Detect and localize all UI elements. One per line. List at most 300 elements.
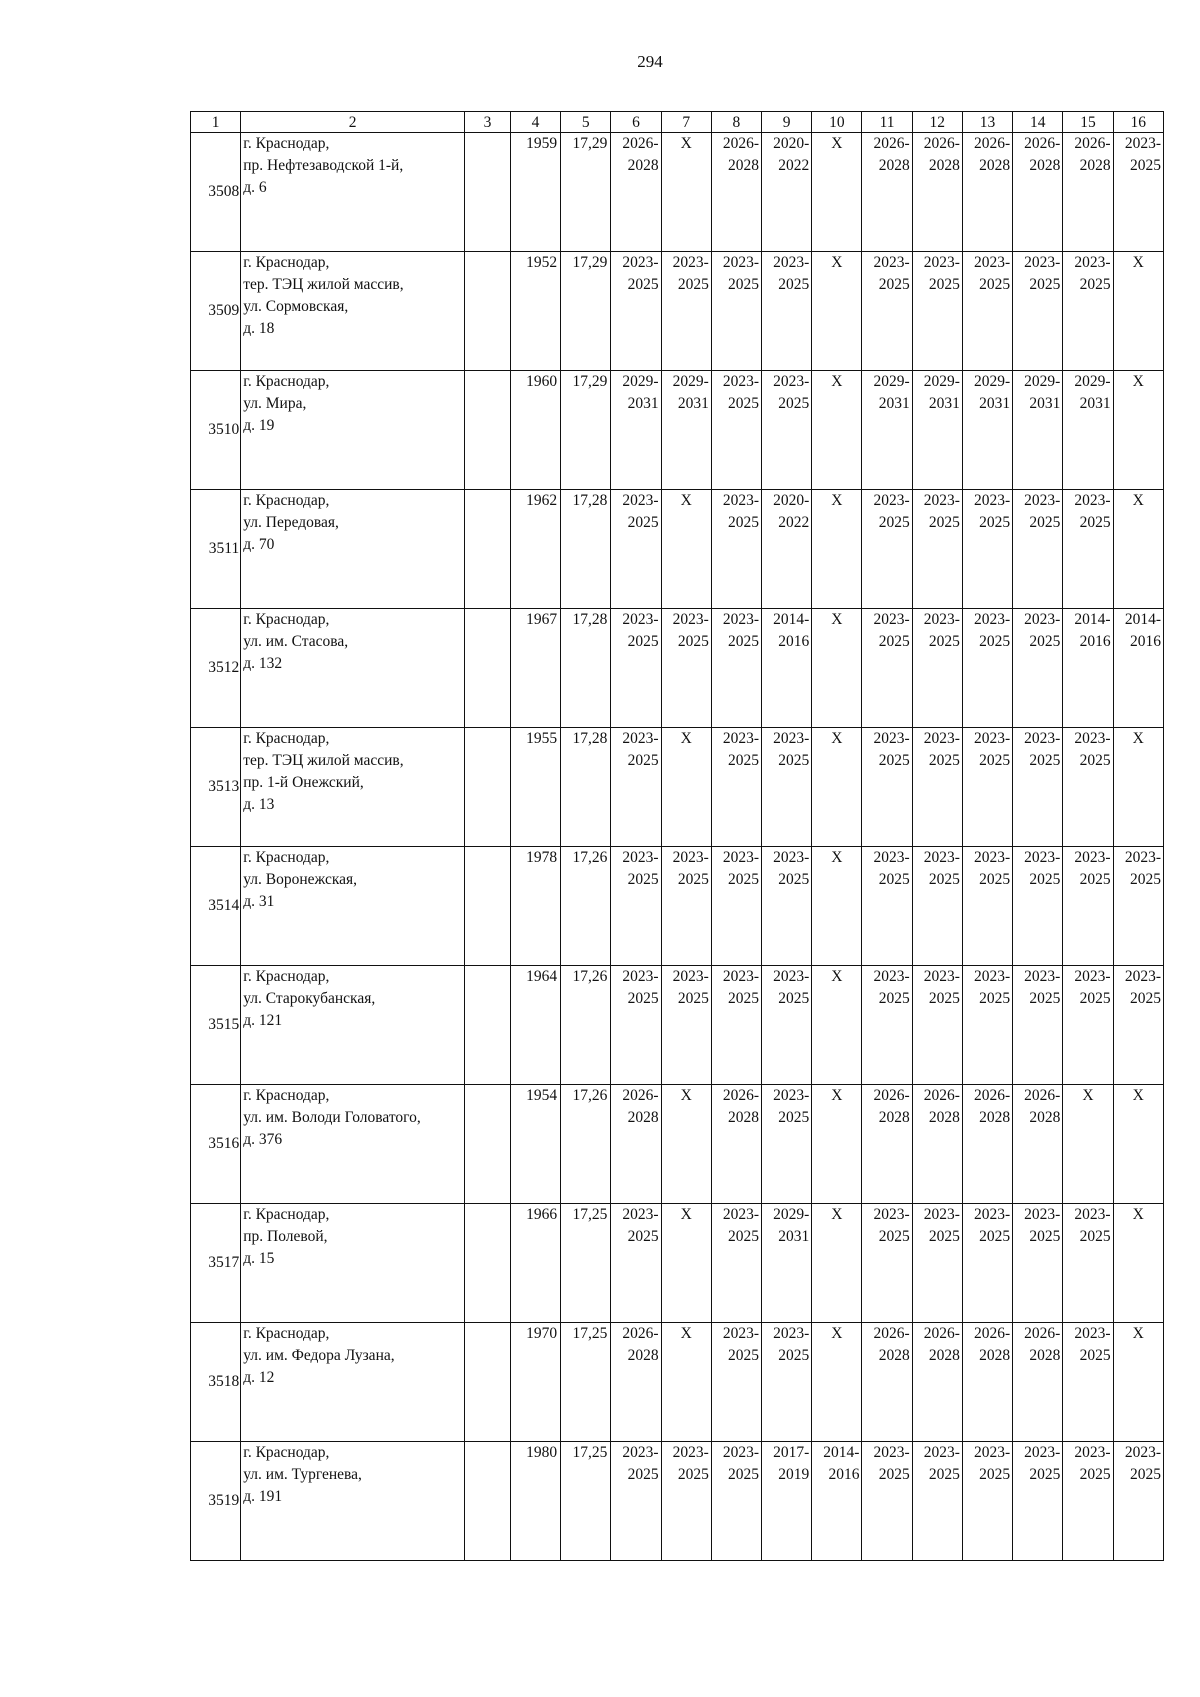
period-end: 2028	[928, 1109, 960, 1126]
period-cell	[711, 609, 761, 728]
period-cell: Х	[1113, 371, 1163, 490]
address-line: г. Краснодар,	[243, 1087, 330, 1104]
period-start: 2014-	[1124, 611, 1161, 628]
period-cell	[611, 1204, 661, 1323]
period-cell	[962, 1442, 1012, 1561]
period-cell	[1013, 1442, 1063, 1561]
period-cell: Х	[1113, 1085, 1163, 1204]
period-start: 2023-	[672, 611, 709, 628]
period-cell	[962, 847, 1012, 966]
period-cell	[812, 1442, 862, 1561]
period-start: 2023-	[973, 849, 1011, 866]
period-cell	[912, 1204, 962, 1323]
column-3-cell	[465, 133, 511, 252]
period-start: 2023-	[1074, 254, 1111, 271]
period-start: 2026-	[622, 1087, 659, 1104]
period-end: 2028	[979, 157, 1011, 174]
period-start: 2029-	[1074, 373, 1111, 390]
period-cell: Х	[661, 1323, 711, 1442]
column-number: 3	[465, 112, 511, 133]
period-end: 2031	[1079, 395, 1111, 412]
period-end: 2028	[1029, 157, 1061, 174]
period-end: 2025	[778, 276, 810, 293]
period-end: 2025	[627, 752, 659, 769]
address-cell	[241, 1085, 465, 1204]
period-cell	[862, 1085, 912, 1204]
period-cell: Х	[812, 1085, 862, 1204]
row-number-cell: 3514	[191, 847, 241, 966]
address-line: ул. Старокубанская,	[243, 990, 376, 1007]
period-end: 2025	[677, 990, 709, 1007]
period-cell	[912, 1442, 962, 1561]
period-start: 2023-	[1024, 968, 1061, 985]
period-cell	[962, 609, 1012, 728]
period-start: 2020-	[773, 135, 810, 152]
period-cell	[862, 609, 912, 728]
period-cell	[962, 490, 1012, 609]
year-cell: 1952	[510, 252, 560, 371]
address-line: тер. ТЭЦ жилой массив,	[243, 276, 404, 293]
period-start: 2023-	[1024, 730, 1061, 747]
period-start: 2023-	[722, 373, 760, 390]
period-cell	[711, 133, 761, 252]
period-cell	[912, 728, 962, 847]
period-cell	[1063, 728, 1113, 847]
period-start: 2023-	[923, 254, 960, 271]
column-3-cell	[465, 609, 511, 728]
period-cell: Х	[812, 490, 862, 609]
period-start: 2023-	[773, 730, 810, 747]
period-end: 2022	[778, 157, 810, 174]
period-cell	[1013, 966, 1063, 1085]
address-line: д. 12	[243, 1369, 275, 1386]
period-end: 2025	[878, 752, 910, 769]
period-start: 2023-	[873, 254, 910, 271]
period-end: 2019	[778, 1466, 810, 1483]
column-number: 1	[191, 112, 241, 133]
register-table	[190, 111, 1164, 1561]
period-start: 2023-	[1024, 492, 1061, 509]
address-line: г. Краснодар,	[243, 1325, 330, 1342]
period-end: 2031	[677, 395, 709, 412]
period-start: 2023-	[1074, 730, 1111, 747]
period-cell	[762, 609, 812, 728]
period-start: 2023-	[973, 492, 1011, 509]
period-start: 2026-	[923, 1087, 960, 1104]
period-cell	[611, 252, 661, 371]
period-end: 2016	[778, 633, 810, 650]
column-3-cell	[465, 1442, 511, 1561]
period-cell	[762, 252, 812, 371]
period-cell	[862, 1204, 912, 1323]
period-end: 2025	[1130, 990, 1161, 1007]
period-start: 2026-	[622, 135, 659, 152]
address-cell	[241, 1442, 465, 1561]
period-end: 2028	[1029, 1109, 1061, 1126]
address-line: ул. им. Тургенева,	[243, 1466, 362, 1483]
period-end: 2022	[778, 514, 810, 531]
table-row	[191, 1442, 1164, 1561]
value-cell: 17,25	[561, 1204, 611, 1323]
period-start: 2023-	[1074, 968, 1111, 985]
period-cell	[711, 1204, 761, 1323]
period-start: 2026-	[722, 135, 760, 152]
period-end: 2025	[928, 871, 960, 888]
period-start: 2023-	[873, 968, 910, 985]
period-start: 2026-	[1024, 135, 1061, 152]
address-line: ул. Мира,	[243, 395, 307, 412]
address-line: ул. Передовая,	[243, 514, 339, 531]
period-start: 2026-	[923, 1325, 960, 1342]
period-cell	[611, 1323, 661, 1442]
period-end: 2025	[677, 1466, 709, 1483]
address-line: д. 13	[243, 796, 275, 813]
period-end: 2025	[979, 633, 1011, 650]
period-cell	[1063, 847, 1113, 966]
table-row	[191, 609, 1164, 728]
column-3-cell	[465, 490, 511, 609]
value-cell: 17,28	[561, 609, 611, 728]
column-3-cell	[465, 847, 511, 966]
period-end: 2025	[979, 1466, 1011, 1483]
period-end: 2025	[677, 633, 709, 650]
period-cell	[661, 252, 711, 371]
period-end: 2025	[728, 871, 760, 888]
address-cell	[241, 252, 465, 371]
year-cell: 1955	[510, 728, 560, 847]
period-start: 2023-	[1024, 849, 1061, 866]
column-3-cell	[465, 371, 511, 490]
value-cell: 17,25	[561, 1442, 611, 1561]
address-line: д. 70	[243, 536, 275, 553]
period-end: 2025	[1079, 514, 1111, 531]
period-cell	[1063, 133, 1113, 252]
period-start: 2023-	[923, 611, 960, 628]
period-cell	[912, 966, 962, 1085]
address-cell	[241, 1204, 465, 1323]
year-cell: 1978	[510, 847, 560, 966]
period-end: 2025	[928, 990, 960, 1007]
period-cell	[762, 847, 812, 966]
period-end: 2025	[1079, 1466, 1111, 1483]
period-start: 2023-	[1074, 1325, 1111, 1342]
period-start: 2023-	[1124, 1444, 1161, 1461]
period-cell: Х	[1063, 1085, 1113, 1204]
period-start: 2023-	[873, 730, 910, 747]
table-row	[191, 1085, 1164, 1204]
row-number-cell: 3515	[191, 966, 241, 1085]
period-cell	[1063, 252, 1113, 371]
period-start: 2023-	[1074, 492, 1111, 509]
period-start: 2023-	[923, 968, 960, 985]
period-cell: Х	[812, 609, 862, 728]
value-cell: 17,28	[561, 490, 611, 609]
period-start: 2023-	[672, 849, 709, 866]
period-start: 2023-	[923, 492, 960, 509]
period-end: 2028	[728, 157, 760, 174]
period-cell: Х	[661, 1204, 711, 1323]
period-cell	[711, 1323, 761, 1442]
period-end: 2025	[979, 514, 1011, 531]
row-number-cell: 3512	[191, 609, 241, 728]
period-cell	[1013, 371, 1063, 490]
period-end: 2025	[1029, 633, 1061, 650]
period-end: 2025	[778, 871, 810, 888]
period-end: 2025	[778, 1109, 810, 1126]
address-cell	[241, 133, 465, 252]
year-cell: 1960	[510, 371, 560, 490]
period-cell	[912, 133, 962, 252]
period-end: 2025	[1079, 276, 1111, 293]
period-start: 2023-	[773, 1325, 810, 1342]
period-end: 2025	[1029, 1228, 1061, 1245]
period-cell	[661, 371, 711, 490]
period-start: 2029-	[622, 373, 659, 390]
period-start: 2023-	[873, 1444, 910, 1461]
period-start: 2023-	[1024, 611, 1061, 628]
period-cell: Х	[812, 847, 862, 966]
period-cell	[711, 1085, 761, 1204]
period-cell: Х	[812, 371, 862, 490]
period-cell	[711, 490, 761, 609]
period-end: 2025	[627, 1466, 659, 1483]
period-cell: Х	[1113, 1323, 1163, 1442]
period-end: 2028	[928, 157, 960, 174]
period-start: 2023-	[622, 730, 659, 747]
period-end: 2025	[728, 276, 760, 293]
period-end: 2031	[1029, 395, 1061, 412]
period-start: 2026-	[722, 1087, 760, 1104]
period-start: 2023-	[722, 492, 760, 509]
period-end: 2028	[878, 1109, 910, 1126]
period-cell	[912, 1323, 962, 1442]
period-end: 2028	[1079, 157, 1111, 174]
period-start: 2026-	[1074, 135, 1111, 152]
period-start: 2023-	[1124, 135, 1161, 152]
column-number: 11	[862, 112, 912, 133]
period-start: 2026-	[622, 1325, 659, 1342]
period-start: 2026-	[973, 135, 1011, 152]
value-cell: 17,26	[561, 966, 611, 1085]
period-cell	[962, 371, 1012, 490]
value-cell: 17,29	[561, 252, 611, 371]
period-cell	[762, 1323, 812, 1442]
period-start: 2014-	[1074, 611, 1111, 628]
period-start: 2023-	[973, 730, 1011, 747]
period-start: 2023-	[672, 968, 709, 985]
period-end: 2025	[728, 633, 760, 650]
period-start: 2023-	[672, 254, 709, 271]
period-cell: Х	[812, 1323, 862, 1442]
period-start: 2023-	[622, 1206, 659, 1223]
period-cell: Х	[1113, 490, 1163, 609]
column-3-cell	[465, 1085, 511, 1204]
column-number: 10	[812, 112, 862, 133]
address-cell	[241, 847, 465, 966]
row-number-cell: 3516	[191, 1085, 241, 1204]
period-end: 2025	[928, 276, 960, 293]
period-cell	[711, 1442, 761, 1561]
period-cell	[962, 966, 1012, 1085]
address-line: г. Краснодар,	[243, 730, 330, 747]
address-line: г. Краснодар,	[243, 1206, 330, 1223]
address-line: пр. 1-й Онежский,	[243, 774, 364, 791]
period-cell	[962, 1204, 1012, 1323]
period-end: 2025	[878, 514, 910, 531]
period-end: 2025	[728, 1466, 760, 1483]
period-cell	[1113, 133, 1163, 252]
period-end: 2028	[878, 157, 910, 174]
period-start: 2023-	[923, 730, 960, 747]
period-cell	[962, 133, 1012, 252]
period-end: 2025	[878, 1228, 910, 1245]
table-row	[191, 966, 1164, 1085]
period-end: 2025	[878, 633, 910, 650]
period-start: 2023-	[973, 254, 1011, 271]
period-cell: Х	[812, 1204, 862, 1323]
period-start: 2017-	[773, 1444, 810, 1461]
period-start: 2023-	[973, 1206, 1011, 1223]
address-line: д. 6	[243, 179, 267, 196]
period-cell	[862, 133, 912, 252]
period-cell	[611, 847, 661, 966]
period-cell: Х	[661, 490, 711, 609]
period-end: 2025	[928, 633, 960, 650]
address-cell	[241, 1323, 465, 1442]
period-end: 2025	[1079, 871, 1111, 888]
period-end: 2025	[979, 276, 1011, 293]
address-line: г. Краснодар,	[243, 968, 330, 985]
period-cell	[1013, 1085, 1063, 1204]
period-cell	[611, 133, 661, 252]
period-end: 2031	[627, 395, 659, 412]
period-cell	[711, 252, 761, 371]
period-start: 2023-	[722, 1206, 760, 1223]
period-start: 2023-	[722, 730, 760, 747]
address-cell	[241, 371, 465, 490]
column-3-cell	[465, 728, 511, 847]
period-start: 2023-	[622, 611, 659, 628]
period-cell	[762, 371, 812, 490]
address-line: д. 19	[243, 417, 275, 434]
period-start: 2023-	[722, 849, 760, 866]
period-end: 2028	[1029, 1347, 1061, 1364]
period-cell	[962, 1323, 1012, 1442]
address-line: д. 191	[243, 1488, 283, 1505]
period-end: 2025	[778, 990, 810, 1007]
period-start: 2023-	[1074, 1444, 1111, 1461]
period-end: 2025	[728, 395, 760, 412]
period-start: 2023-	[873, 849, 910, 866]
period-cell	[762, 490, 812, 609]
period-end: 2025	[778, 395, 810, 412]
period-cell	[862, 371, 912, 490]
period-cell	[1063, 609, 1113, 728]
address-line: ул. Воронежская,	[243, 871, 358, 888]
address-line: ул. им. Стасова,	[243, 633, 349, 650]
period-start: 2023-	[923, 1444, 960, 1461]
period-cell	[912, 1085, 962, 1204]
period-start: 2023-	[1024, 1206, 1061, 1223]
period-cell	[912, 252, 962, 371]
column-number: 7	[661, 112, 711, 133]
period-end: 2025	[728, 752, 760, 769]
period-start: 2023-	[773, 254, 810, 271]
period-end: 2028	[728, 1109, 760, 1126]
table-row	[191, 1323, 1164, 1442]
period-start: 2023-	[672, 1444, 709, 1461]
period-start: 2026-	[973, 1087, 1011, 1104]
period-cell	[762, 1442, 812, 1561]
address-line: д. 376	[243, 1131, 283, 1148]
period-start: 2023-	[622, 1444, 659, 1461]
row-number-cell: 3509	[191, 252, 241, 371]
period-cell	[1113, 847, 1163, 966]
column-3-cell	[465, 1323, 511, 1442]
column-number: 15	[1063, 112, 1113, 133]
period-end: 2016	[1079, 633, 1111, 650]
period-cell	[762, 728, 812, 847]
value-cell: 17,28	[561, 728, 611, 847]
period-cell	[661, 1442, 711, 1561]
period-cell: Х	[1113, 728, 1163, 847]
table-row	[191, 847, 1164, 966]
value-cell: 17,25	[561, 1323, 611, 1442]
period-cell	[1013, 133, 1063, 252]
address-line: д. 31	[243, 893, 275, 910]
period-end: 2028	[928, 1347, 960, 1364]
period-start: 2023-	[1024, 254, 1061, 271]
period-start: 2023-	[1074, 1206, 1111, 1223]
column-3-cell	[465, 1204, 511, 1323]
period-end: 2025	[878, 276, 910, 293]
period-cell: Х	[1113, 1204, 1163, 1323]
address-line: д. 121	[243, 1012, 283, 1029]
period-end: 2025	[728, 990, 760, 1007]
period-start: 2023-	[973, 611, 1011, 628]
value-cell: 17,29	[561, 371, 611, 490]
period-start: 2023-	[973, 1444, 1011, 1461]
period-cell	[1013, 1204, 1063, 1323]
period-cell	[762, 1204, 812, 1323]
period-end: 2025	[1029, 752, 1061, 769]
column-3-cell	[465, 966, 511, 1085]
period-cell	[1013, 609, 1063, 728]
column-number: 12	[912, 112, 962, 133]
page-number: 294	[637, 52, 663, 71]
period-cell	[611, 1085, 661, 1204]
year-cell: 1980	[510, 1442, 560, 1561]
period-end: 2025	[979, 871, 1011, 888]
period-cell	[962, 252, 1012, 371]
row-number-cell: 3510	[191, 371, 241, 490]
row-number-cell: 3511	[191, 490, 241, 609]
period-end: 2025	[627, 633, 659, 650]
period-end: 2025	[878, 1466, 910, 1483]
table-row	[191, 371, 1164, 490]
period-cell	[762, 966, 812, 1085]
period-cell	[912, 609, 962, 728]
period-start: 2023-	[722, 611, 760, 628]
period-cell	[1063, 371, 1113, 490]
period-start: 2026-	[873, 135, 910, 152]
period-start: 2023-	[622, 968, 659, 985]
value-cell: 17,29	[561, 133, 611, 252]
period-cell	[611, 966, 661, 1085]
period-end: 2025	[1029, 514, 1061, 531]
period-start: 2023-	[773, 968, 810, 985]
period-end: 2025	[1079, 1228, 1111, 1245]
